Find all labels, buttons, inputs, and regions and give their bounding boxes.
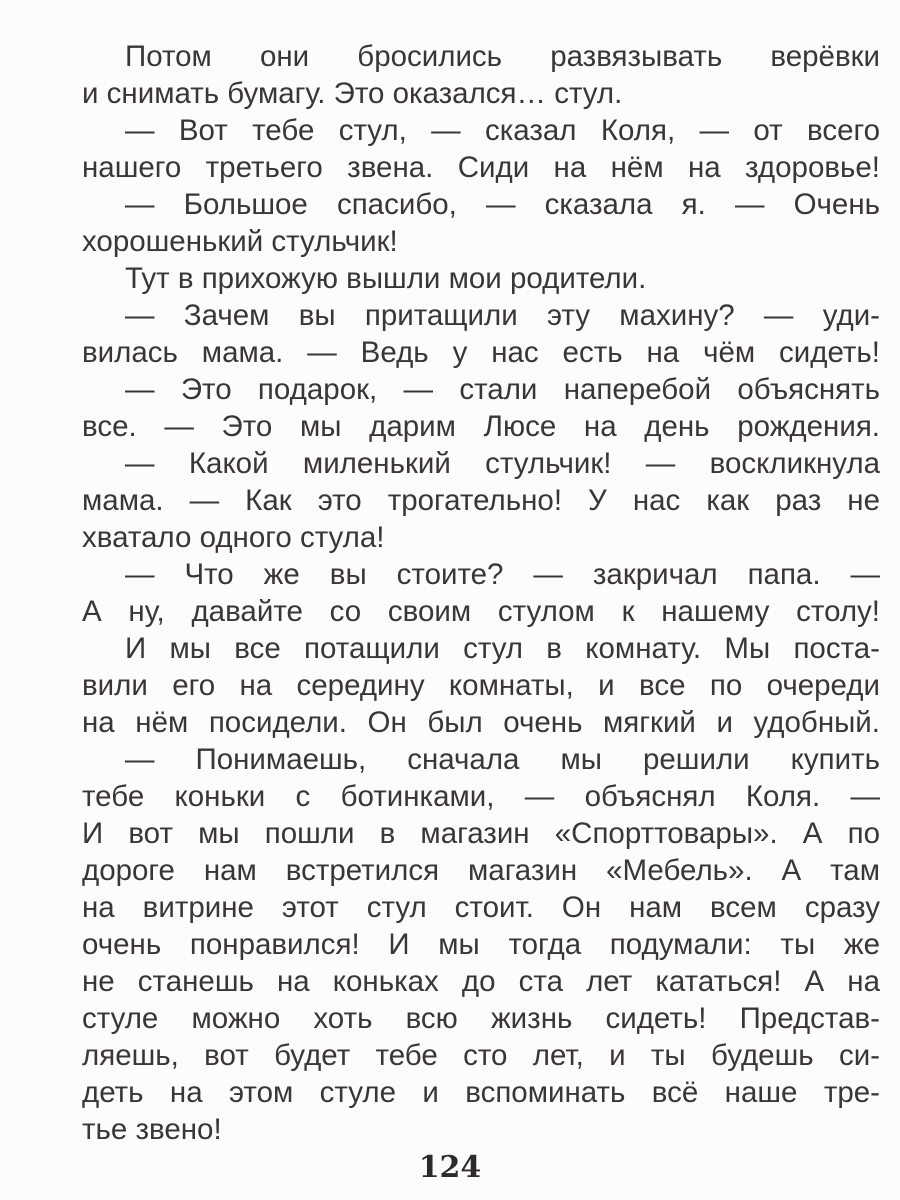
text-line: не станешь на коньках до ста лет кататься! А на bbox=[82, 965, 880, 998]
text-line: Тут в прихожую вышли мои родители. bbox=[125, 262, 647, 295]
text-line: — Вот тебе стул, — сказал Коля, — от всего bbox=[125, 114, 880, 147]
text-line: дороге нам встретился магазин «Мебель». А там bbox=[82, 854, 880, 887]
text-line: — Большое спасибо, — сказала я. — Очень bbox=[125, 188, 880, 221]
text-line: вилась мама. — Ведь у нас есть на чём сидеть! bbox=[82, 336, 880, 369]
text-line: ляешь, вот будет тебе сто лет, и ты будешь си- bbox=[82, 1039, 880, 1072]
text-line: вили его на середину комнаты, и все по очереди bbox=[82, 669, 880, 702]
body-text bbox=[82, 38, 880, 1148]
text-line: А ну, давайте со своим стулом к нашему столу! bbox=[82, 595, 880, 628]
text-line: стуле можно хоть всю жизнь сидеть! Представ- bbox=[82, 1002, 880, 1035]
text-line: все. — Это мы дарим Люсе на день рождения. bbox=[82, 410, 880, 443]
text-line: на нём посидели. Он был очень мягкий и удобный. bbox=[82, 706, 880, 739]
text-line: И мы все потащили стул в комнату. Мы поста- bbox=[125, 632, 880, 665]
text-line: очень понравился! И мы тогда подумали: ты же bbox=[82, 928, 880, 961]
text-line: хорошенький стульчик! bbox=[82, 225, 398, 258]
text-line: — Это подарок, — стали наперебой объяснять bbox=[125, 373, 880, 406]
text-line: нашего третьего звена. Сиди на нём на здоровье! bbox=[82, 151, 880, 184]
text-line: на витрине этот стул стоит. Он нам всем сразу bbox=[82, 891, 880, 924]
text-line: тье звено! bbox=[82, 1113, 222, 1146]
page-number: 124 bbox=[418, 1150, 482, 1185]
text-line: деть на этом стуле и вспоминать всё наше тре- bbox=[82, 1076, 880, 1109]
text-line: — Что же вы стоите? — закричал папа. — bbox=[125, 558, 880, 591]
text-line: — Какой миленький стульчик! — воскликнула bbox=[125, 447, 880, 480]
text-line: И вот мы пошли в магазин «Спорттовары». А по bbox=[82, 817, 880, 850]
text-line: тебе коньки с ботинками, — объяснял Коля. — bbox=[82, 780, 880, 813]
text-line: хватало одного стула! bbox=[82, 521, 385, 554]
text-line: — Понимаешь, сначала мы решили купить bbox=[125, 743, 880, 776]
text-line: Потом они бросились развязывать верёвки bbox=[125, 40, 880, 73]
text-line: мама. — Как это трогательно! У нас как раз не bbox=[82, 484, 880, 517]
text-line: — Зачем вы притащили эту махину? — уди- bbox=[125, 299, 880, 332]
text-line: и снимать бумагу. Это оказался… стул. bbox=[82, 77, 623, 110]
